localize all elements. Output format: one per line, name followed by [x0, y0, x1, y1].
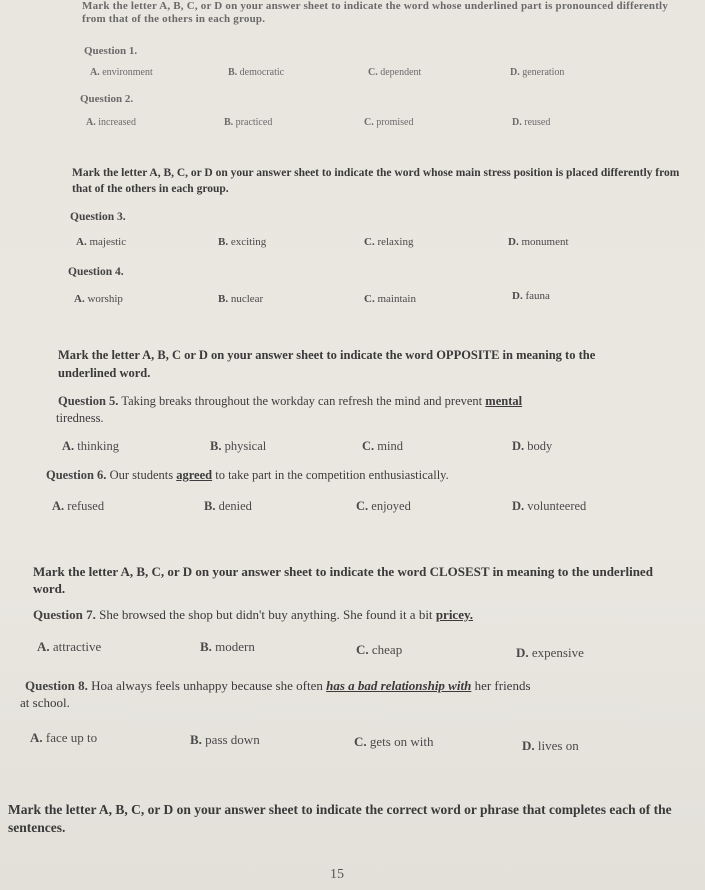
question-4-label: Question 4.: [68, 266, 124, 278]
q2-option-b: B. practiced: [224, 117, 273, 128]
q7-option-a: A. attractive: [37, 639, 102, 654]
question-6-stem: Question 6. Our students agreed to take part in the competition enthusiastically.: [46, 468, 449, 482]
question-8-stem-line2: at school.: [20, 695, 70, 710]
q7-option-c: C. cheap: [356, 642, 403, 657]
q5-option-d: D. body: [512, 439, 553, 453]
q6-option-b: B. denied: [204, 499, 252, 513]
q8-option-d: D. lives on: [522, 738, 579, 753]
q6-option-d: D. volunteered: [512, 499, 587, 513]
q4-option-d: D. fauna: [512, 290, 550, 302]
q6-option-a: A. refused: [52, 499, 105, 513]
q2-option-c: C. promised: [364, 117, 414, 128]
q1-option-a: A. environment: [90, 67, 153, 78]
q4-option-b: B. nuclear: [218, 293, 264, 305]
q4-option-a: A. worship: [74, 293, 123, 305]
q8-option-a: A. face up to: [30, 730, 98, 745]
q3-option-a: A. majestic: [76, 236, 127, 248]
q1-option-c: C. dependent: [368, 67, 422, 78]
question-2-label: Question 2.: [80, 93, 134, 105]
section-4-instruction: Mark the letter A, B, C, or D on your answer sheet to indicate the word CLOSEST in meaning to the underlined word.: [33, 564, 653, 596]
question-5-stem: Question 5. Taking breaks throughout the workday can refresh the mind and prevent mental: [58, 394, 523, 408]
q8-option-b: B. pass down: [190, 732, 260, 747]
q3-option-b: B. exciting: [218, 236, 267, 248]
q8-option-c: C. gets on with: [354, 734, 434, 749]
q1-option-b: B. democratic: [228, 67, 285, 78]
question-3-label: Question 3.: [70, 211, 126, 223]
question-8-stem: Question 8. Hoa always feels unhappy because she often has a bad relationship with her friends: [25, 678, 531, 693]
q4-option-c: C. maintain: [364, 293, 416, 305]
q6-option-c: C. enjoyed: [356, 499, 411, 513]
section-1-instruction: Mark the letter A, B, C, or D on your answer sheet to indicate the word whose underlined part is pronounced differently from that of the others in each group.: [82, 0, 669, 25]
page-number: 15: [330, 867, 344, 882]
section-2-instruction: Mark the letter A, B, C, or D on your answer sheet to indicate the word whose main stress position is placed differently from that of the others in each group.: [72, 167, 680, 195]
q1-option-d: D. generation: [510, 67, 565, 78]
question-7-stem: Question 7. She browsed the shop but didn't buy anything. She found it a bit pricey.: [33, 607, 473, 622]
q7-option-d: D. expensive: [516, 645, 584, 660]
section-5-instruction: Mark the letter A, B, C, or D on your answer sheet to indicate the correct word or phrase that completes each of the sentences.: [8, 802, 672, 835]
q3-option-d: D. monument: [508, 236, 569, 248]
q5-option-c: C. mind: [362, 439, 403, 453]
q7-option-b: B. modern: [200, 639, 255, 654]
q3-option-c: C. relaxing: [364, 236, 414, 248]
q5-option-a: A. thinking: [62, 439, 119, 453]
q2-option-a: A. increased: [86, 117, 136, 128]
q5-option-b: B. physical: [210, 439, 267, 453]
question-5-stem-line2: tiredness.: [56, 411, 104, 425]
section-3-instruction: Mark the letter A, B, C or D on your answer sheet to indicate the word OPPOSITE in meaning to the underlined word.: [58, 348, 596, 380]
question-1-label: Question 1.: [84, 45, 138, 57]
q2-option-d: D. reused: [512, 117, 551, 128]
